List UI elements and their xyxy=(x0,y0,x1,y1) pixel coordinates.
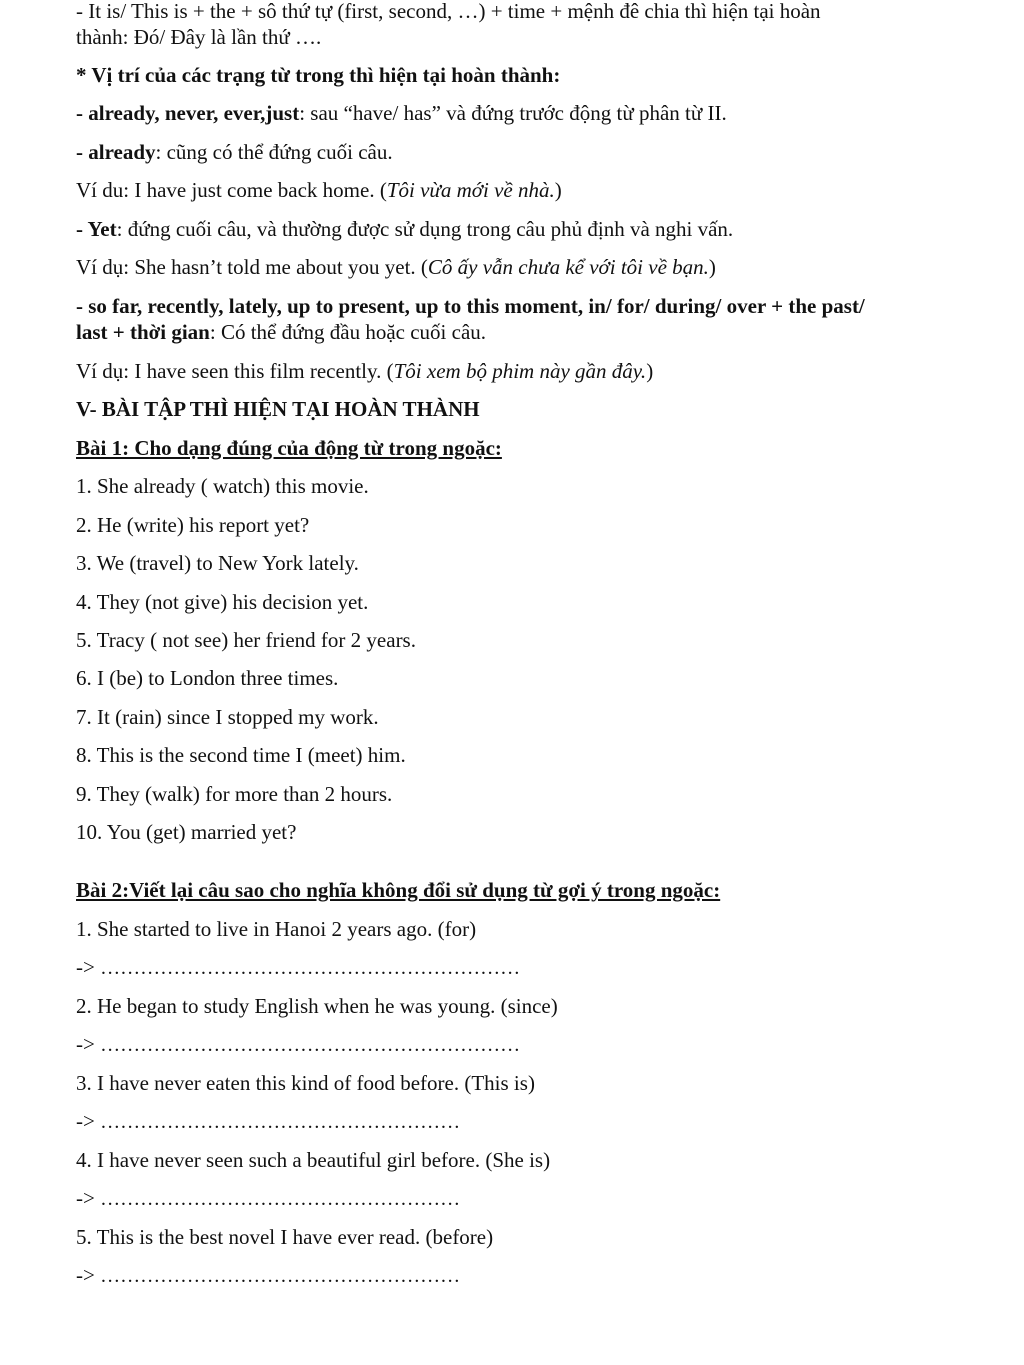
exercise-1-title: Bài 1: Cho dạng đúng của động từ trong ngoặc: xyxy=(76,436,502,460)
section-title: V- BÀI TẬP THÌ HIỆN TẠI HOÀN THÀNH xyxy=(76,397,480,421)
adverb-rule-2-keyword: - already xyxy=(76,140,156,164)
exercise-2-answer-line[interactable] xyxy=(76,954,520,981)
example-1-text: Ví du: I have just come back home. ( xyxy=(76,178,387,202)
exercise-1-item: 4. They (not give) his decision yet. xyxy=(76,590,369,614)
exercise-1-item: 9. They (walk) for more than 2 hours. xyxy=(76,782,393,806)
answer-blank[interactable]: ……………………………………………………… xyxy=(100,957,521,979)
exercise-2-question: 4. I have never seen such a beautiful girl before. (She is) xyxy=(76,1148,551,1172)
adverbs-heading: * Vị trí của các trạng từ trong thì hiện tại hoàn thành: xyxy=(76,63,561,87)
adverb-rule-3-keyword: - Yet xyxy=(76,217,117,241)
adverb-rule-4-keyword: last + thời gian xyxy=(76,320,210,344)
exercise-2-answer-line[interactable] xyxy=(76,1185,460,1212)
exercise-1-item: 8. This is the second time I (meet) him. xyxy=(76,743,406,767)
adverb-rule-3-text: : đứng cuối câu, và thường được sử dụng trong câu phủ định và nghi vấn. xyxy=(116,217,734,241)
exercise-1-item: 6. I (be) to London three times. xyxy=(76,666,339,690)
exercise-1-item: 1. She already ( watch) this movie. xyxy=(76,474,369,498)
exercise-2-answer-line[interactable] xyxy=(76,1031,520,1058)
example-2 xyxy=(76,254,716,280)
example-2-translation: Cô ấy vẫn chưa kể với tôi về bạn. xyxy=(427,255,709,279)
intro-line-1: - It is/ This is + the + sô thứ tự (first, second, …) + time + mệnh đê chia thì hiện tại hoàn xyxy=(76,0,821,23)
exercise-1-item: 2. He (write) his report yet? xyxy=(76,513,310,537)
example-2-text: Ví dụ: She hasn’t told me about you yet. ( xyxy=(76,255,428,279)
exercise-1-item: 10. You (get) married yet? xyxy=(76,820,297,844)
answer-blank[interactable]: ……………………………………………… xyxy=(100,1111,461,1133)
arrow-label: -> xyxy=(76,1186,95,1210)
adverb-rule-4-text: : Có thể đứng đầu hoặc cuối câu. xyxy=(209,320,487,344)
exercise-2-question: 5. This is the best novel I have ever read. (before) xyxy=(76,1225,494,1249)
adverb-rule-1 xyxy=(76,100,727,126)
exercise-1-item: 3. We (travel) to New York lately. xyxy=(76,551,359,575)
adverb-rule-4-line-1: - so far, recently, lately, up to present, up to this moment, in/ for/ during/ over + the past/ xyxy=(76,294,865,318)
adverb-rule-2 xyxy=(76,139,393,165)
adverb-rule-3 xyxy=(76,216,733,242)
exercise-1-item: 5. Tracy ( not see) her friend for 2 years. xyxy=(76,628,416,652)
arrow-label: -> xyxy=(76,1032,95,1056)
exercise-2-question: 2. He began to study English when he was young. (since) xyxy=(76,994,558,1018)
example-2-end: ) xyxy=(708,255,716,279)
adverb-rule-1-text: : sau “have/ has” và đứng trước động từ phân từ II. xyxy=(299,101,727,125)
adverb-rule-2-text: : cũng có thể đứng cuối câu. xyxy=(155,140,393,164)
example-3-text: Ví dụ: I have seen this film recently. ( xyxy=(76,359,394,383)
example-1 xyxy=(76,177,562,203)
exercise-2-title: Bài 2:Viết lại câu sao cho nghĩa không đổi sử dụng từ gợi ý trong ngoặc: xyxy=(76,878,721,902)
answer-blank[interactable]: ……………………………………………… xyxy=(100,1265,461,1287)
exercise-2-question: 1. She started to live in Hanoi 2 years ago. (for) xyxy=(76,917,477,941)
arrow-label: -> xyxy=(76,955,95,979)
exercise-2-answer-line[interactable] xyxy=(76,1108,460,1135)
arrow-label: -> xyxy=(76,1263,95,1287)
exercise-2-question: 3. I have never eaten this kind of food before. (This is) xyxy=(76,1071,535,1095)
exercise-1-item: 7. It (rain) since I stopped my work. xyxy=(76,705,379,729)
answer-blank[interactable]: ……………………………………………… xyxy=(100,1188,461,1210)
exercise-2-answer-line[interactable] xyxy=(76,1262,460,1289)
example-3 xyxy=(76,358,653,384)
answer-blank[interactable]: ……………………………………………………… xyxy=(100,1034,521,1056)
example-3-end: ) xyxy=(646,359,654,383)
arrow-label: -> xyxy=(76,1109,95,1133)
example-1-end: ) xyxy=(554,178,562,202)
adverb-rule-4-line-2 xyxy=(76,319,486,345)
example-3-translation: Tôi xem bộ phim này gần đây. xyxy=(393,359,647,383)
intro-line-2: thành: Đó/ Đây là lần thứ …. xyxy=(76,25,322,49)
example-1-translation: Tôi vừa mới về nhà. xyxy=(386,178,555,202)
adverb-rule-1-keywords: - already, never, ever,just xyxy=(76,101,300,125)
